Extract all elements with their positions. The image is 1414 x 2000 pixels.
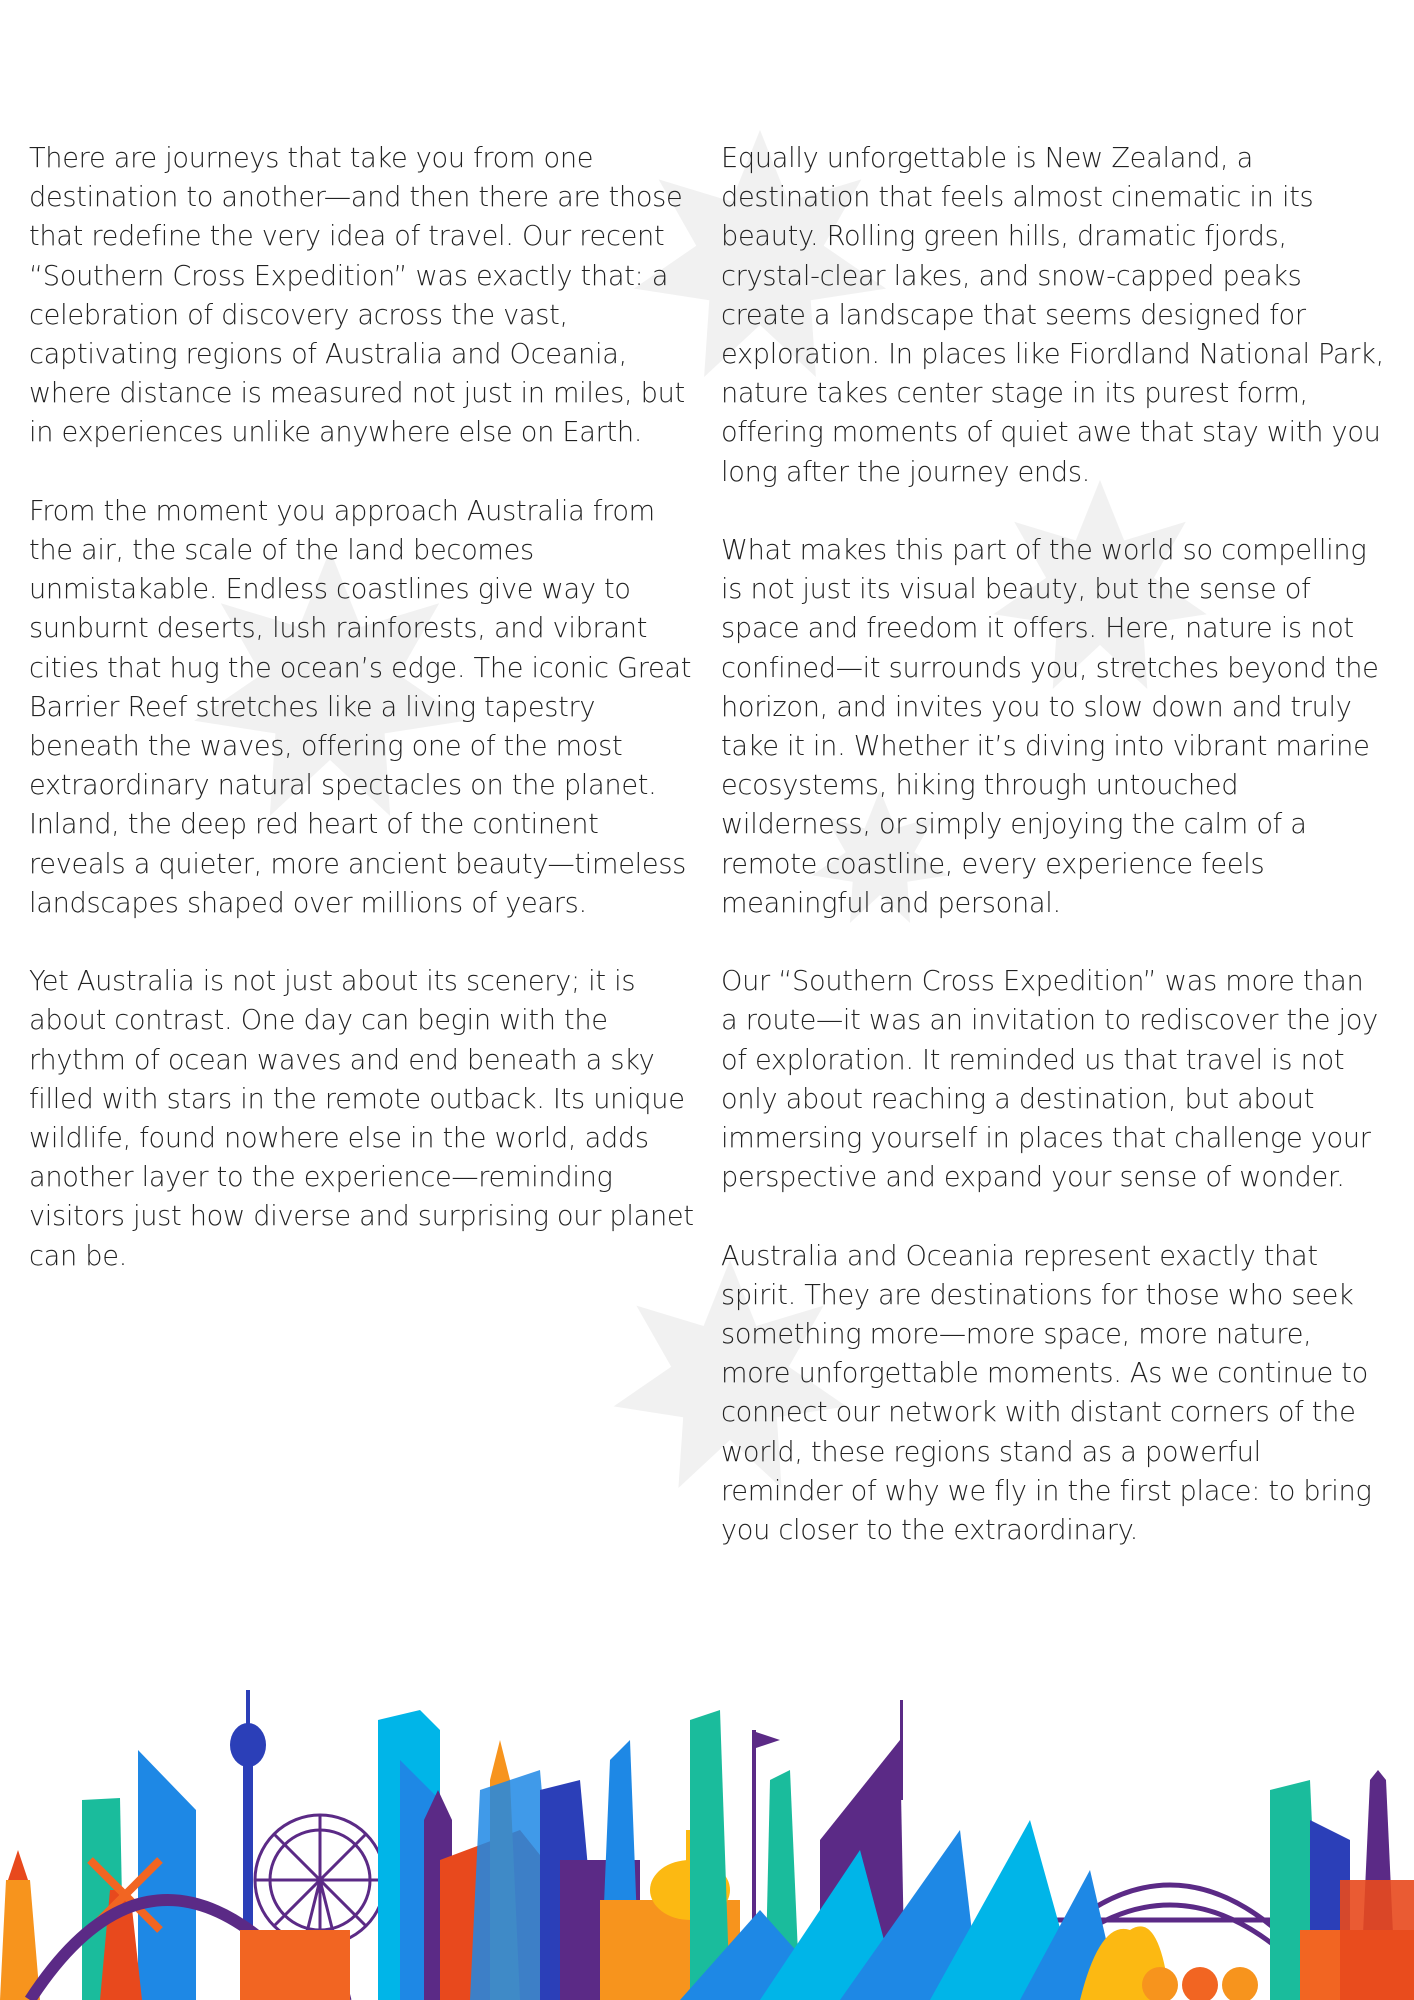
building-icon bbox=[1340, 1880, 1414, 2000]
body-paragraph: What makes this part of the world so compelling is not just its visual beauty, but the sense of space and freedom it offers. Here, nature is not confined—it surrounds you, stretches beyond the horizon, and invites you to slow down and truly take it in. Whether it’s diving into vibrant marine ecosystems, hiking through untouched wilderness, or simply enjoying the calm of a remote coastline, every experience feels meaningful and personal. bbox=[721, 535, 1379, 919]
body-paragraph: Our “Southern Cross Expedition” was more than a route—it was an invitation to rediscover the joy of exploration. It reminded us that travel is not only about reaching a destination, but about immersing yourself in places that challenge your perspective and expand your sense of wonder. bbox=[721, 966, 1378, 1194]
article-column-left bbox=[29, 139, 694, 1315]
skyline-illustration bbox=[0, 1680, 1414, 2000]
antenna-icon bbox=[900, 1700, 903, 1800]
lighthouse-icon bbox=[0, 1850, 40, 2000]
body-paragraph: Equally unforgettable is New Zealand, a destination that feels almost cinematic in its beauty. Rolling green hills, dramatic fjords, crystal-clear lakes, and snow-capped peaks create a landscape that seems designed for exploration. In places like Fiordland National Park, nature takes center stage in its purest form, offering moments of quiet awe that stay with you long after the journey ends. bbox=[721, 143, 1384, 488]
body-paragraph: From the moment you approach Australia from the air, the scale of the land becomes unmistakable. Endless coastlines give way to sunburnt deserts, lush rainforests, and vibrant cities that hug the ocean’s edge. The iconic Great Barrier Reef stretches like a living tapestry beneath the waves, offering one of the most extraordinary natural spectacles on the planet. Inland, the deep red heart of the continent reveals a quieter, more ancient beauty—timeless landscapes shaped over millions of years. bbox=[29, 495, 692, 919]
body-paragraph: Australia and Oceania represent exactly that spirit. They are destinations for those who seek something more—more space, more nature, more unforgettable moments. As we continue to connect our network with distant corners of the world, these regions stand as a powerful reminder of why we fly in the first place: to bring you closer to the extraordinary. bbox=[721, 1240, 1372, 1547]
body-paragraph: Yet Australia is not just about its scenery; it is about contrast. One day can begin with the rhythm of ocean waves and end beneath a sky filled with stars in the remote outback. Its unique wildlife, found nowhere else in the world, adds another layer to the experience—reminding visitors just how diverse and surprising our planet can be. bbox=[29, 966, 694, 1272]
building-icon bbox=[240, 1930, 350, 2000]
body-paragraph: There are journeys that take you from one destination to another—and then there are those that redefine the very idea of travel. Our recent “Southern Cross Expedition” was exactly that: a celebration of discovery across the vast, captivating regions of Australia and Oceania, where distance is measured not just in miles, but in experiences unlike anywhere else on Earth. bbox=[29, 143, 685, 449]
article-column-right bbox=[721, 139, 1386, 1589]
